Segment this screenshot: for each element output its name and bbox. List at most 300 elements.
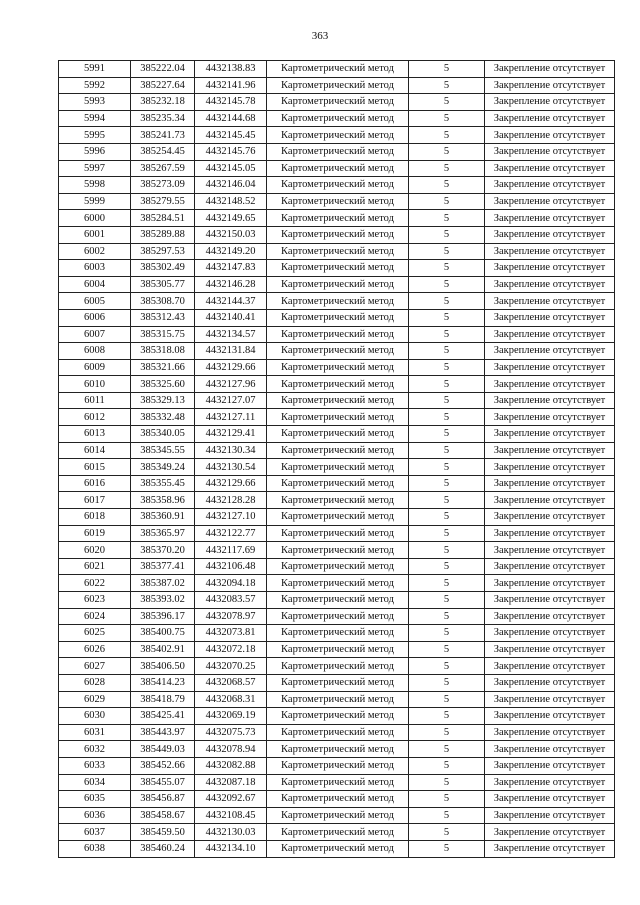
table-row	[59, 708, 615, 725]
point-number-cell: 6008	[59, 343, 131, 360]
method-cell: Картометрический метод	[267, 193, 409, 210]
accuracy-cell: 5	[409, 757, 485, 774]
table-row	[59, 326, 615, 343]
x-coordinate-cell: 385355.45	[131, 475, 195, 492]
table-row	[59, 276, 615, 293]
x-coordinate-cell: 385360.91	[131, 509, 195, 526]
fixing-cell: Закрепление отсутствует	[485, 293, 615, 310]
accuracy-cell: 5	[409, 625, 485, 642]
y-coordinate-cell: 4432145.05	[195, 160, 267, 177]
point-number-cell: 6001	[59, 226, 131, 243]
table-row	[59, 575, 615, 592]
method-cell: Картометрический метод	[267, 210, 409, 227]
point-number-cell: 6012	[59, 409, 131, 426]
accuracy-cell: 5	[409, 691, 485, 708]
method-cell: Картометрический метод	[267, 110, 409, 127]
y-coordinate-cell: 4432134.57	[195, 326, 267, 343]
method-cell: Картометрический метод	[267, 592, 409, 609]
fixing-cell: Закрепление отсутствует	[485, 61, 615, 78]
y-coordinate-cell: 4432150.03	[195, 226, 267, 243]
table-row	[59, 376, 615, 393]
method-cell: Картометрический метод	[267, 293, 409, 310]
x-coordinate-cell: 385459.50	[131, 824, 195, 841]
method-cell: Картометрический метод	[267, 691, 409, 708]
fixing-cell: Закрепление отсутствует	[485, 359, 615, 376]
fixing-cell: Закрепление отсутствует	[485, 791, 615, 808]
accuracy-cell: 5	[409, 459, 485, 476]
point-number-cell: 5998	[59, 177, 131, 194]
fixing-cell: Закрепление отсутствует	[485, 757, 615, 774]
accuracy-cell: 5	[409, 409, 485, 426]
table-row	[59, 392, 615, 409]
method-cell: Картометрический метод	[267, 376, 409, 393]
fixing-cell: Закрепление отсутствует	[485, 708, 615, 725]
table-row	[59, 260, 615, 277]
y-coordinate-cell: 4432127.11	[195, 409, 267, 426]
x-coordinate-cell: 385406.50	[131, 658, 195, 675]
y-coordinate-cell: 4432117.69	[195, 542, 267, 559]
fixing-cell: Закрепление отсутствует	[485, 542, 615, 559]
fixing-cell: Закрепление отсутствует	[485, 426, 615, 443]
method-cell: Картометрический метод	[267, 509, 409, 526]
y-coordinate-cell: 4432082.88	[195, 757, 267, 774]
method-cell: Картометрический метод	[267, 392, 409, 409]
point-number-cell: 6022	[59, 575, 131, 592]
table-row	[59, 492, 615, 509]
x-coordinate-cell: 385315.75	[131, 326, 195, 343]
x-coordinate-cell: 385297.53	[131, 243, 195, 260]
point-number-cell: 6007	[59, 326, 131, 343]
fixing-cell: Закрепление отсутствует	[485, 475, 615, 492]
x-coordinate-cell: 385414.23	[131, 674, 195, 691]
x-coordinate-cell: 385284.51	[131, 210, 195, 227]
table-row	[59, 558, 615, 575]
point-number-cell: 6005	[59, 293, 131, 310]
method-cell: Картометрический метод	[267, 127, 409, 144]
point-number-cell: 6004	[59, 276, 131, 293]
x-coordinate-cell: 385387.02	[131, 575, 195, 592]
x-coordinate-cell: 385443.97	[131, 724, 195, 741]
accuracy-cell: 5	[409, 592, 485, 609]
method-cell: Картометрический метод	[267, 226, 409, 243]
y-coordinate-cell: 4432129.66	[195, 359, 267, 376]
y-coordinate-cell: 4432127.96	[195, 376, 267, 393]
accuracy-cell: 5	[409, 276, 485, 293]
fixing-cell: Закрепление отсутствует	[485, 94, 615, 111]
method-cell: Картометрический метод	[267, 359, 409, 376]
x-coordinate-cell: 385418.79	[131, 691, 195, 708]
method-cell: Картометрический метод	[267, 475, 409, 492]
table-row	[59, 641, 615, 658]
accuracy-cell: 5	[409, 509, 485, 526]
x-coordinate-cell: 385365.97	[131, 525, 195, 542]
method-cell: Картометрический метод	[267, 575, 409, 592]
table-row	[59, 674, 615, 691]
y-coordinate-cell: 4432078.97	[195, 608, 267, 625]
fixing-cell: Закрепление отсутствует	[485, 575, 615, 592]
method-cell: Картометрический метод	[267, 757, 409, 774]
point-number-cell: 6009	[59, 359, 131, 376]
y-coordinate-cell: 4432087.18	[195, 774, 267, 791]
table-row	[59, 94, 615, 111]
point-number-cell: 6023	[59, 592, 131, 609]
table-row	[59, 824, 615, 841]
table-row	[59, 160, 615, 177]
accuracy-cell: 5	[409, 492, 485, 509]
accuracy-cell: 5	[409, 343, 485, 360]
method-cell: Картометрический метод	[267, 807, 409, 824]
accuracy-cell: 5	[409, 741, 485, 758]
table-row	[59, 426, 615, 443]
x-coordinate-cell: 385241.73	[131, 127, 195, 144]
method-cell: Картометрический метод	[267, 708, 409, 725]
x-coordinate-cell: 385402.91	[131, 641, 195, 658]
y-coordinate-cell: 4432072.18	[195, 641, 267, 658]
table-row	[59, 840, 615, 857]
method-cell: Картометрический метод	[267, 61, 409, 78]
accuracy-cell: 5	[409, 77, 485, 94]
accuracy-cell: 5	[409, 840, 485, 857]
point-number-cell: 6017	[59, 492, 131, 509]
x-coordinate-cell: 385318.08	[131, 343, 195, 360]
fixing-cell: Закрепление отсутствует	[485, 326, 615, 343]
y-coordinate-cell: 4432106.48	[195, 558, 267, 575]
method-cell: Картометрический метод	[267, 608, 409, 625]
accuracy-cell: 5	[409, 542, 485, 559]
y-coordinate-cell: 4432075.73	[195, 724, 267, 741]
y-coordinate-cell: 4432134.10	[195, 840, 267, 857]
table-row	[59, 309, 615, 326]
point-number-cell: 6032	[59, 741, 131, 758]
method-cell: Картометрический метод	[267, 741, 409, 758]
accuracy-cell: 5	[409, 226, 485, 243]
accuracy-cell: 5	[409, 658, 485, 675]
x-coordinate-cell: 385358.96	[131, 492, 195, 509]
x-coordinate-cell: 385232.18	[131, 94, 195, 111]
accuracy-cell: 5	[409, 359, 485, 376]
fixing-cell: Закрепление отсутствует	[485, 724, 615, 741]
x-coordinate-cell: 385460.24	[131, 840, 195, 857]
fixing-cell: Закрепление отсутствует	[485, 608, 615, 625]
point-number-cell: 6006	[59, 309, 131, 326]
method-cell: Картометрический метод	[267, 94, 409, 111]
table-row	[59, 807, 615, 824]
x-coordinate-cell: 385302.49	[131, 260, 195, 277]
point-number-cell: 6011	[59, 392, 131, 409]
table-row	[59, 525, 615, 542]
table-row	[59, 774, 615, 791]
method-cell: Картометрический метод	[267, 724, 409, 741]
table-row	[59, 592, 615, 609]
x-coordinate-cell: 385425.41	[131, 708, 195, 725]
table-row	[59, 143, 615, 160]
y-coordinate-cell: 4432128.28	[195, 492, 267, 509]
x-coordinate-cell: 385254.45	[131, 143, 195, 160]
method-cell: Картометрический метод	[267, 824, 409, 841]
x-coordinate-cell: 385345.55	[131, 442, 195, 459]
accuracy-cell: 5	[409, 392, 485, 409]
y-coordinate-cell: 4432068.57	[195, 674, 267, 691]
table-row	[59, 293, 615, 310]
y-coordinate-cell: 4432141.96	[195, 77, 267, 94]
fixing-cell: Закрепление отсутствует	[485, 243, 615, 260]
fixing-cell: Закрепление отсутствует	[485, 674, 615, 691]
fixing-cell: Закрепление отсутствует	[485, 376, 615, 393]
y-coordinate-cell: 4432146.28	[195, 276, 267, 293]
accuracy-cell: 5	[409, 127, 485, 144]
point-number-cell: 6014	[59, 442, 131, 459]
table-row	[59, 243, 615, 260]
y-coordinate-cell: 4432130.54	[195, 459, 267, 476]
x-coordinate-cell: 385308.70	[131, 293, 195, 310]
table-row	[59, 459, 615, 476]
table-row	[59, 475, 615, 492]
x-coordinate-cell: 385235.34	[131, 110, 195, 127]
x-coordinate-cell: 385377.41	[131, 558, 195, 575]
fixing-cell: Закрепление отсутствует	[485, 143, 615, 160]
method-cell: Картометрический метод	[267, 774, 409, 791]
fixing-cell: Закрепление отсутствует	[485, 177, 615, 194]
x-coordinate-cell: 385222.04	[131, 61, 195, 78]
y-coordinate-cell: 4432070.25	[195, 658, 267, 675]
table-row	[59, 608, 615, 625]
x-coordinate-cell: 385279.55	[131, 193, 195, 210]
y-coordinate-cell: 4432138.83	[195, 61, 267, 78]
table-body	[59, 61, 615, 858]
y-coordinate-cell: 4432146.04	[195, 177, 267, 194]
y-coordinate-cell: 4432073.81	[195, 625, 267, 642]
accuracy-cell: 5	[409, 708, 485, 725]
table-row	[59, 741, 615, 758]
method-cell: Картометрический метод	[267, 558, 409, 575]
method-cell: Картометрический метод	[267, 326, 409, 343]
y-coordinate-cell: 4432149.20	[195, 243, 267, 260]
accuracy-cell: 5	[409, 61, 485, 78]
fixing-cell: Закрепление отсутствует	[485, 558, 615, 575]
point-number-cell: 6016	[59, 475, 131, 492]
method-cell: Картометрический метод	[267, 674, 409, 691]
x-coordinate-cell: 385267.59	[131, 160, 195, 177]
y-coordinate-cell: 4432140.41	[195, 309, 267, 326]
y-coordinate-cell: 4432147.83	[195, 260, 267, 277]
x-coordinate-cell: 385400.75	[131, 625, 195, 642]
table-row	[59, 77, 615, 94]
fixing-cell: Закрепление отсутствует	[485, 193, 615, 210]
fixing-cell: Закрепление отсутствует	[485, 309, 615, 326]
accuracy-cell: 5	[409, 309, 485, 326]
accuracy-cell: 5	[409, 724, 485, 741]
table-row	[59, 210, 615, 227]
table-row	[59, 724, 615, 741]
method-cell: Картометрический метод	[267, 658, 409, 675]
table-row	[59, 691, 615, 708]
fixing-cell: Закрепление отсутствует	[485, 840, 615, 857]
fixing-cell: Закрепление отсутствует	[485, 641, 615, 658]
accuracy-cell: 5	[409, 525, 485, 542]
accuracy-cell: 5	[409, 807, 485, 824]
point-number-cell: 6025	[59, 625, 131, 642]
point-number-cell: 5995	[59, 127, 131, 144]
method-cell: Картометрический метод	[267, 426, 409, 443]
y-coordinate-cell: 4432078.94	[195, 741, 267, 758]
fixing-cell: Закрепление отсутствует	[485, 509, 615, 526]
point-number-cell: 5999	[59, 193, 131, 210]
y-coordinate-cell: 4432130.34	[195, 442, 267, 459]
x-coordinate-cell: 385349.24	[131, 459, 195, 476]
fixing-cell: Закрепление отсутствует	[485, 442, 615, 459]
point-number-cell: 6038	[59, 840, 131, 857]
table-row	[59, 127, 615, 144]
point-number-cell: 6010	[59, 376, 131, 393]
y-coordinate-cell: 4432130.03	[195, 824, 267, 841]
coordinates-table	[58, 60, 615, 858]
y-coordinate-cell: 4432068.31	[195, 691, 267, 708]
x-coordinate-cell: 385321.66	[131, 359, 195, 376]
accuracy-cell: 5	[409, 243, 485, 260]
method-cell: Картометрический метод	[267, 542, 409, 559]
x-coordinate-cell: 385370.20	[131, 542, 195, 559]
fixing-cell: Закрепление отсутствует	[485, 774, 615, 791]
x-coordinate-cell: 385393.02	[131, 592, 195, 609]
method-cell: Картометрический метод	[267, 791, 409, 808]
method-cell: Картометрический метод	[267, 276, 409, 293]
point-number-cell: 5996	[59, 143, 131, 160]
method-cell: Картометрический метод	[267, 459, 409, 476]
table-row	[59, 409, 615, 426]
point-number-cell: 5991	[59, 61, 131, 78]
point-number-cell: 5992	[59, 77, 131, 94]
y-coordinate-cell: 4432092.67	[195, 791, 267, 808]
method-cell: Картометрический метод	[267, 525, 409, 542]
fixing-cell: Закрепление отсутствует	[485, 525, 615, 542]
table-row	[59, 625, 615, 642]
accuracy-cell: 5	[409, 791, 485, 808]
fixing-cell: Закрепление отсутствует	[485, 210, 615, 227]
point-number-cell: 6031	[59, 724, 131, 741]
table-row	[59, 61, 615, 78]
table-row	[59, 343, 615, 360]
y-coordinate-cell: 4432129.66	[195, 475, 267, 492]
x-coordinate-cell: 385455.07	[131, 774, 195, 791]
fixing-cell: Закрепление отсутствует	[485, 127, 615, 144]
point-number-cell: 5993	[59, 94, 131, 111]
point-number-cell: 6000	[59, 210, 131, 227]
y-coordinate-cell: 4432069.19	[195, 708, 267, 725]
fixing-cell: Закрепление отсутствует	[485, 592, 615, 609]
x-coordinate-cell: 385312.43	[131, 309, 195, 326]
table-row	[59, 542, 615, 559]
accuracy-cell: 5	[409, 193, 485, 210]
x-coordinate-cell: 385449.03	[131, 741, 195, 758]
fixing-cell: Закрепление отсутствует	[485, 658, 615, 675]
x-coordinate-cell: 385289.88	[131, 226, 195, 243]
method-cell: Картометрический метод	[267, 625, 409, 642]
table-row	[59, 110, 615, 127]
y-coordinate-cell: 4432108.45	[195, 807, 267, 824]
fixing-cell: Закрепление отсутствует	[485, 110, 615, 127]
x-coordinate-cell: 385332.48	[131, 409, 195, 426]
table-row	[59, 791, 615, 808]
fixing-cell: Закрепление отсутствует	[485, 807, 615, 824]
accuracy-cell: 5	[409, 376, 485, 393]
point-number-cell: 6030	[59, 708, 131, 725]
accuracy-cell: 5	[409, 177, 485, 194]
point-number-cell: 6024	[59, 608, 131, 625]
method-cell: Картометрический метод	[267, 840, 409, 857]
accuracy-cell: 5	[409, 641, 485, 658]
x-coordinate-cell: 385340.05	[131, 426, 195, 443]
table-row	[59, 359, 615, 376]
accuracy-cell: 5	[409, 575, 485, 592]
point-number-cell: 6026	[59, 641, 131, 658]
y-coordinate-cell: 4432083.57	[195, 592, 267, 609]
accuracy-cell: 5	[409, 824, 485, 841]
point-number-cell: 6020	[59, 542, 131, 559]
table-row	[59, 757, 615, 774]
point-number-cell: 6035	[59, 791, 131, 808]
y-coordinate-cell: 4432145.76	[195, 143, 267, 160]
y-coordinate-cell: 4432145.45	[195, 127, 267, 144]
point-number-cell: 6003	[59, 260, 131, 277]
fixing-cell: Закрепление отсутствует	[485, 160, 615, 177]
fixing-cell: Закрепление отсутствует	[485, 343, 615, 360]
point-number-cell: 6034	[59, 774, 131, 791]
method-cell: Картометрический метод	[267, 260, 409, 277]
method-cell: Картометрический метод	[267, 343, 409, 360]
point-number-cell: 5997	[59, 160, 131, 177]
x-coordinate-cell: 385458.67	[131, 807, 195, 824]
fixing-cell: Закрепление отсутствует	[485, 824, 615, 841]
accuracy-cell: 5	[409, 143, 485, 160]
point-number-cell: 6019	[59, 525, 131, 542]
fixing-cell: Закрепление отсутствует	[485, 409, 615, 426]
y-coordinate-cell: 4432148.52	[195, 193, 267, 210]
point-number-cell: 6021	[59, 558, 131, 575]
fixing-cell: Закрепление отсутствует	[485, 625, 615, 642]
accuracy-cell: 5	[409, 674, 485, 691]
accuracy-cell: 5	[409, 558, 485, 575]
point-number-cell: 6029	[59, 691, 131, 708]
fixing-cell: Закрепление отсутствует	[485, 226, 615, 243]
y-coordinate-cell: 4432122.77	[195, 525, 267, 542]
fixing-cell: Закрепление отсутствует	[485, 392, 615, 409]
point-number-cell: 6015	[59, 459, 131, 476]
point-number-cell: 5994	[59, 110, 131, 127]
y-coordinate-cell: 4432144.68	[195, 110, 267, 127]
method-cell: Картометрический метод	[267, 641, 409, 658]
accuracy-cell: 5	[409, 94, 485, 111]
fixing-cell: Закрепление отсутствует	[485, 741, 615, 758]
fixing-cell: Закрепление отсутствует	[485, 276, 615, 293]
y-coordinate-cell: 4432094.18	[195, 575, 267, 592]
point-number-cell: 6013	[59, 426, 131, 443]
y-coordinate-cell: 4432144.37	[195, 293, 267, 310]
method-cell: Картометрический метод	[267, 77, 409, 94]
accuracy-cell: 5	[409, 608, 485, 625]
accuracy-cell: 5	[409, 160, 485, 177]
fixing-cell: Закрепление отсутствует	[485, 459, 615, 476]
x-coordinate-cell: 385396.17	[131, 608, 195, 625]
fixing-cell: Закрепление отсутствует	[485, 492, 615, 509]
method-cell: Картометрический метод	[267, 143, 409, 160]
x-coordinate-cell: 385305.77	[131, 276, 195, 293]
y-coordinate-cell: 4432127.07	[195, 392, 267, 409]
y-coordinate-cell: 4432149.65	[195, 210, 267, 227]
y-coordinate-cell: 4432129.41	[195, 426, 267, 443]
point-number-cell: 6036	[59, 807, 131, 824]
accuracy-cell: 5	[409, 442, 485, 459]
accuracy-cell: 5	[409, 210, 485, 227]
